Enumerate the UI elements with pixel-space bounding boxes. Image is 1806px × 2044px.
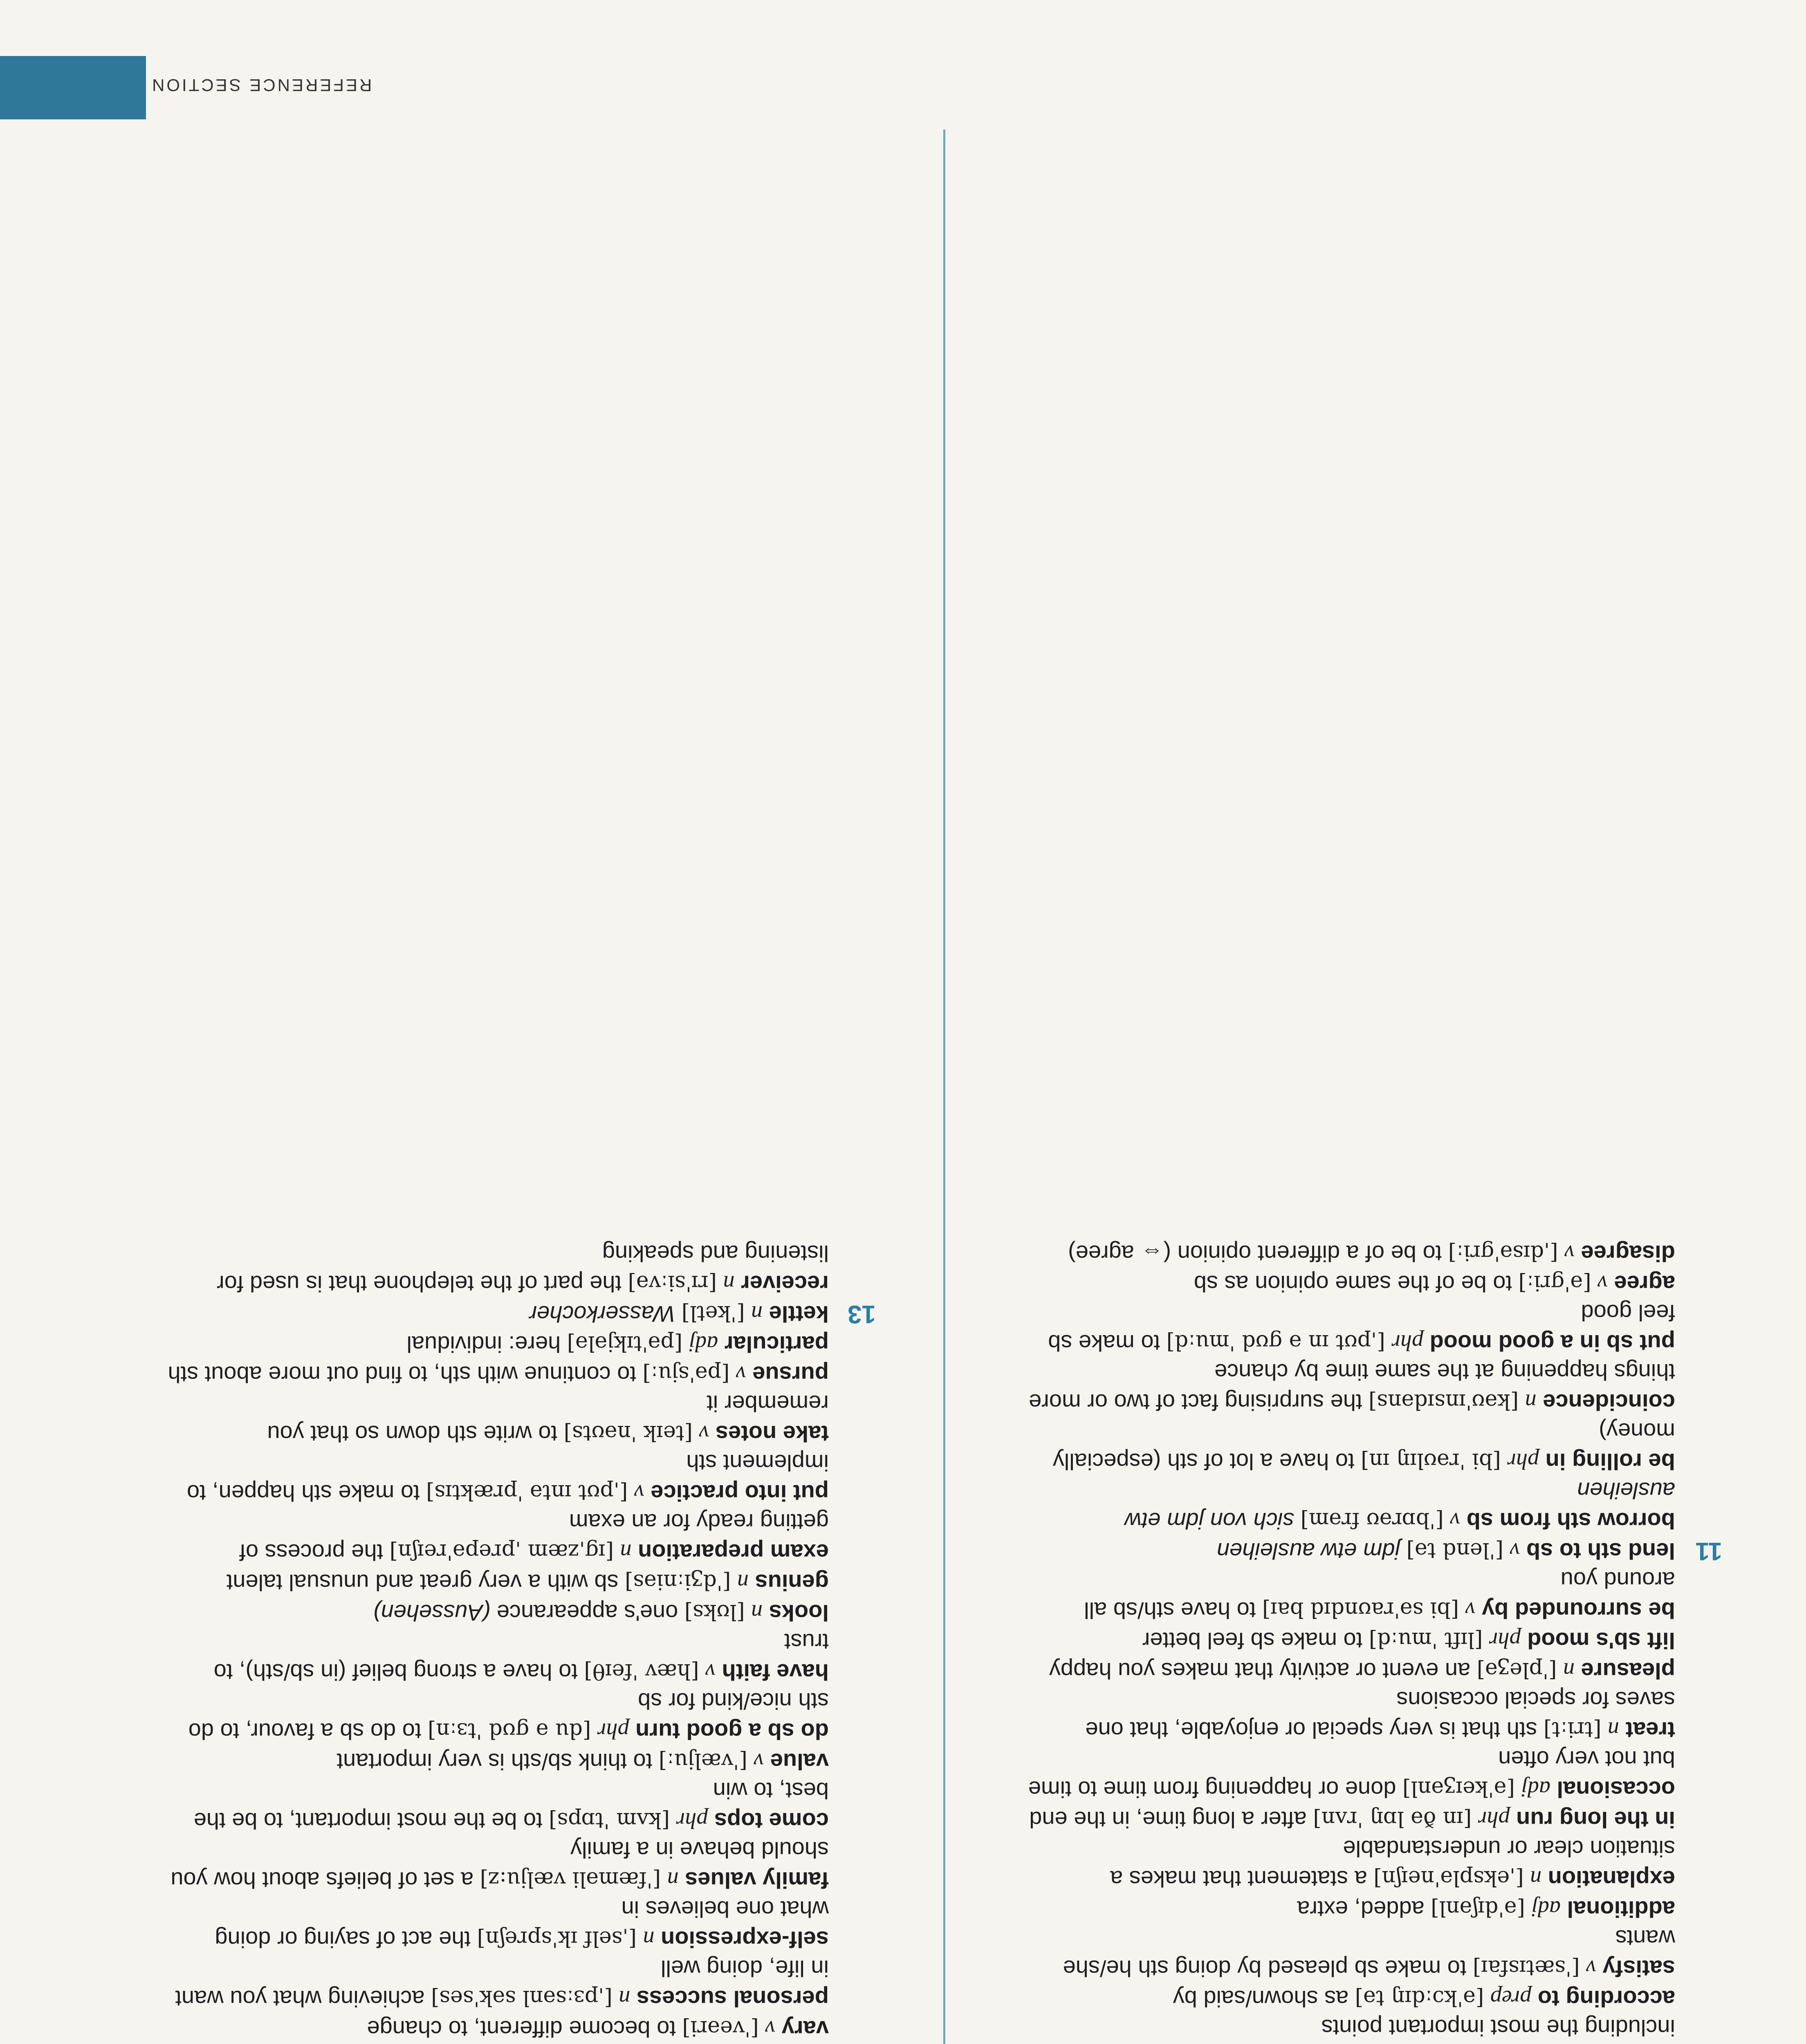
part-of-speech: v <box>754 1748 764 1774</box>
vocab-entry <box>166 1746 829 1776</box>
definition: to do sb a favour, to do sth nice/kind for sb <box>188 1688 829 1744</box>
vocab-entry <box>1025 1417 1675 1476</box>
vocab-entry <box>166 1627 829 1687</box>
headword: looks <box>769 1600 829 1626</box>
definition: to think sb/sth is very important <box>337 1749 653 1775</box>
vocab-entry <box>166 1359 829 1389</box>
definition: added, extra <box>1297 1896 1425 1922</box>
definition: to be of a different opinion (⇔ agree) <box>1068 1241 1442 1266</box>
definition: the act of saying or doing what one believes in <box>215 1896 829 1952</box>
vocab-entry <box>1025 1685 1675 1745</box>
pronunciation: [bi ˈrəʊlɪŋ ɪn] <box>1361 1448 1501 1473</box>
pronunciation: [triːt] <box>1544 1717 1602 1741</box>
part-of-speech: phr <box>1391 1330 1424 1355</box>
part-of-speech: n <box>751 1301 763 1326</box>
headword: additional <box>1567 1896 1675 1922</box>
pronunciation: [ˌpɜːsənl səkˈses] <box>431 1986 612 2010</box>
headword: be surrounded by <box>1482 1598 1675 1623</box>
vocab-entry <box>1025 1745 1675 1804</box>
section-label: REFERENCE SECTION <box>150 76 372 95</box>
definition: done or happening from time to time but not very often <box>1028 1746 1675 1802</box>
headword: come tops <box>714 1808 829 1834</box>
part-of-speech: phr <box>676 1808 708 1833</box>
part-of-speech: phr <box>1507 1448 1539 1474</box>
headword: lend sth to sb <box>1526 1538 1675 1564</box>
headword: be rolling in <box>1545 1449 1675 1475</box>
part-of-speech: adj <box>1531 1896 1561 1921</box>
vocabulary-column-left <box>1025 1238 1722 2044</box>
german-translation: (Aussehen) <box>373 1600 491 1626</box>
definition: to have a strong belief (in sb/sth), to trust <box>213 1629 829 1685</box>
part-of-speech: n <box>667 1867 679 1892</box>
pronunciation: [ˈpleʒə] <box>1476 1658 1557 1682</box>
definition: to have sth/sb all around you <box>1084 1567 1675 1623</box>
vocab-entry <box>166 1597 829 1627</box>
definition: to write sth down so that you remember it <box>267 1391 829 1447</box>
pronunciation: [ˈdʒiːniəs] <box>625 1569 731 1594</box>
headword: genius <box>755 1570 829 1596</box>
definition: after a long time, in the end <box>1029 1807 1307 1833</box>
definition: to make sb feel good <box>1048 1300 1675 1356</box>
part-of-speech: n <box>1608 1717 1620 1742</box>
pronunciation: [ˌpʊt ɪn ə ɡʊd ˈmuːd] <box>1166 1330 1385 1354</box>
part-of-speech: n <box>723 1271 735 1296</box>
definition: a statement that makes a situation clear or understandable <box>1110 1836 1675 1892</box>
vocab-entry <box>1025 1238 1675 1268</box>
part-of-speech: phr <box>1489 1627 1521 1653</box>
definition: sb with a very great and unusual talent <box>226 1570 619 1596</box>
vocab-entry <box>166 1298 876 1329</box>
definition: to make sth happen, to implement sth <box>186 1450 829 1506</box>
vocab-entry <box>166 1239 829 1298</box>
definition: to have a lot of sth (especially money) <box>1052 1419 1675 1475</box>
pronunciation: [bi səˈraʊndɪd baɪ] <box>1262 1597 1459 1622</box>
vocab-entry <box>1025 1358 1675 1417</box>
vocab-entry <box>1025 1983 1675 2013</box>
definition: to continue with sth, to find out more about sth <box>168 1362 636 1387</box>
pronunciation: [rɪˈsiːvə] <box>628 1271 717 1295</box>
section-number: 11 <box>1695 1537 1722 1565</box>
pronunciation: [kəʊˈɪnsɪdəns] <box>1369 1389 1519 1414</box>
part-of-speech: n <box>643 1926 655 1952</box>
definition: the part of the telephone that is used for listening and speaking <box>217 1241 829 1297</box>
part-of-speech: n <box>1530 1866 1542 1891</box>
headword: pursue <box>752 1362 829 1387</box>
headword: have faith <box>722 1659 829 1685</box>
part-of-speech: n <box>737 1569 749 1595</box>
pronunciation: [pəˈsjuː] <box>642 1361 730 1386</box>
part-of-speech: n <box>751 1600 763 1625</box>
part-of-speech: prep <box>1490 1986 1532 2011</box>
vocab-entry <box>166 1567 829 1597</box>
part-of-speech: v <box>736 1361 746 1387</box>
part-of-speech: v <box>699 1421 709 1446</box>
pronunciation: [əˈkeɪʒənl] <box>1402 1776 1515 1801</box>
vocabulary-column-right <box>166 1239 876 2044</box>
pronunciation: [ˈveəri] <box>682 2016 759 2040</box>
definition: one's appearance <box>496 1600 678 1626</box>
pronunciation: [hæv ˈfeɪθ] <box>584 1659 699 1683</box>
headword: put into practice <box>651 1480 829 1506</box>
pronunciation: [teɪk ˈnəʊts] <box>563 1421 693 1445</box>
pronunciation: [ˈketl] <box>681 1301 745 1325</box>
pronunciation: [kʌm ˈtɒps] <box>549 1808 670 1832</box>
headword: self-expression <box>661 1927 829 1952</box>
definition: here: individual <box>406 1331 561 1357</box>
definition: achieving what you want in life, doing well <box>175 1956 829 2012</box>
pronunciation: [du ə ɡʊd ˈtɜːn] <box>428 1718 591 1743</box>
vocab-entry <box>166 1687 829 1746</box>
german-translation: jdm etw ausleihen <box>1216 1538 1400 1564</box>
part-of-speech: v <box>765 2016 776 2041</box>
pronunciation: [ɪɡˌzæm ˌprepəˈreɪʃn] <box>389 1539 614 1564</box>
headword: exam preparation <box>638 1540 829 1565</box>
german-translation: sich von jdm etw ausleihen <box>1125 1478 1675 1534</box>
headword: explanation <box>1548 1866 1675 1892</box>
definition: sth that is very special or enjoyable, that one saves for special occasions <box>1085 1687 1675 1743</box>
headword: disagree <box>1581 1241 1675 1266</box>
vocab-entry <box>1025 1894 1675 1924</box>
pronunciation: [ˌself ɪkˈspreʃn] <box>477 1926 637 1951</box>
part-of-speech: adj <box>689 1331 718 1356</box>
headword: kettle <box>769 1301 829 1327</box>
vocab-entry <box>1025 1566 1675 1625</box>
vocab-entry <box>1025 1655 1675 1685</box>
vocab-entry <box>1025 1476 1675 1535</box>
vocab-entry <box>1025 2013 1675 2044</box>
definition: the process of getting ready for an exam <box>239 1509 829 1565</box>
pronunciation: [ˌdɪsəˈɡriː] <box>1448 1240 1558 1265</box>
headword: coincidence <box>1543 1390 1675 1415</box>
headword: take notes <box>716 1421 829 1447</box>
part-of-speech: v <box>1465 1597 1476 1623</box>
german-translation: Wasserkocher <box>529 1301 675 1327</box>
definition: an event or activity that makes you happy <box>1049 1658 1471 1684</box>
headword: according to <box>1537 1986 1675 2012</box>
vocab-entry <box>166 1448 829 1508</box>
pronunciation: [ˌekspləˈneɪʃn] <box>1373 1866 1524 1890</box>
definition: to become different, to change <box>367 2016 676 2042</box>
pronunciation: [ˌpʊt ɪntə ˈpræktɪs] <box>426 1480 628 1504</box>
headword: agree <box>1614 1271 1675 1297</box>
part-of-speech: v <box>1586 1955 1596 1981</box>
pronunciation: [əˈdɪʃənl] <box>1431 1896 1525 1921</box>
vocab-entry <box>1025 1924 1675 1983</box>
part-of-speech: v <box>1450 1508 1461 1533</box>
vocab-entry <box>1025 1298 1675 1358</box>
section-color-bar <box>0 56 146 119</box>
vocab-entry <box>166 1329 829 1359</box>
headword: family values <box>685 1867 829 1893</box>
part-of-speech: n <box>619 1986 630 2011</box>
headword: borrow sth from sb <box>1466 1508 1675 1534</box>
headword: personal success <box>636 1986 829 2012</box>
headword: put sb in a good mood <box>1429 1330 1675 1356</box>
headword: vary <box>781 2016 829 2042</box>
headword: particular <box>724 1331 829 1357</box>
pronunciation: [əˈkɔːdɪŋ tə] <box>1355 1986 1484 2010</box>
vocab-entry <box>1025 1535 1722 1566</box>
vocab-entry <box>1025 1625 1675 1655</box>
vocab-entry <box>166 1954 829 2013</box>
part-of-speech: n <box>620 1539 632 1564</box>
pronunciation: [ɪn ðə lɒŋ ˈrʌn] <box>1313 1806 1472 1831</box>
part-of-speech: v <box>1510 1538 1520 1563</box>
pronunciation: [ˈbɒrəʊ frəm] <box>1300 1508 1444 1532</box>
part-of-speech: n <box>1525 1389 1537 1414</box>
headword: value <box>770 1749 829 1775</box>
definition: to make sb feel better <box>1142 1628 1363 1654</box>
definition: the surprising fact of two or more things happening at the same time by chance <box>1029 1359 1675 1415</box>
vocab-entry <box>166 1895 829 1954</box>
pronunciation: [ˈvæljuː] <box>658 1748 747 1773</box>
part-of-speech: phr <box>597 1718 629 1744</box>
section-number: 13 <box>848 1300 876 1328</box>
part-of-speech: v <box>1597 1271 1608 1296</box>
part-of-speech: v <box>705 1659 716 1684</box>
definition: to be the most important, to be the best, to win <box>193 1778 829 1834</box>
vocab-entry <box>166 1776 829 1836</box>
vocab-entry <box>166 1389 829 1448</box>
pronunciation: [lʊks] <box>684 1600 745 1624</box>
pronunciation: [əˈɡriː] <box>1518 1271 1591 1295</box>
headword: receiver <box>741 1271 829 1297</box>
vocab-entry <box>166 2013 829 2044</box>
vocab-entry <box>166 1836 829 1895</box>
definition: to be of the same opinion as sb <box>1194 1271 1512 1297</box>
pronunciation: [ˈsætɪsfaɪ] <box>1473 1955 1580 1980</box>
part-of-speech: v <box>634 1480 644 1505</box>
definition: as shown/said by <box>1173 1986 1349 2012</box>
vocab-entry <box>1025 1804 1675 1834</box>
headword: lift sb's mood <box>1527 1628 1675 1654</box>
pronunciation: [ˈfæməli vælju:z] <box>480 1867 661 1892</box>
pronunciation: [pəˈtɪkjələ] <box>567 1331 683 1356</box>
part-of-speech: phr <box>1478 1806 1510 1832</box>
definition: a set of beliefs about how you should behave in a family <box>171 1837 829 1893</box>
part-of-speech: n <box>1563 1658 1575 1683</box>
part-of-speech: v <box>1564 1240 1575 1266</box>
definition: including the most important points <box>1321 2015 1675 2041</box>
pronunciation: [ˈlend tə] <box>1406 1538 1504 1562</box>
vocab-entry <box>1025 1268 1675 1298</box>
headword: satisfy <box>1602 1956 1675 1981</box>
vocab-entry <box>166 1508 829 1567</box>
column-divider <box>943 130 945 2044</box>
headword: occasional <box>1557 1777 1675 1802</box>
part-of-speech: adj <box>1521 1776 1550 1802</box>
headword: treat <box>1625 1717 1675 1743</box>
pronunciation: [lɪft ˈmuːd] <box>1369 1627 1483 1652</box>
definition: to make sb pleased by doing sth he/she wants <box>1063 1925 1675 1981</box>
headword: do sb a good turn <box>635 1719 829 1744</box>
headword: pleasure <box>1581 1658 1675 1684</box>
headword: in the long run <box>1516 1807 1675 1833</box>
vocab-entry <box>1025 1834 1675 1894</box>
